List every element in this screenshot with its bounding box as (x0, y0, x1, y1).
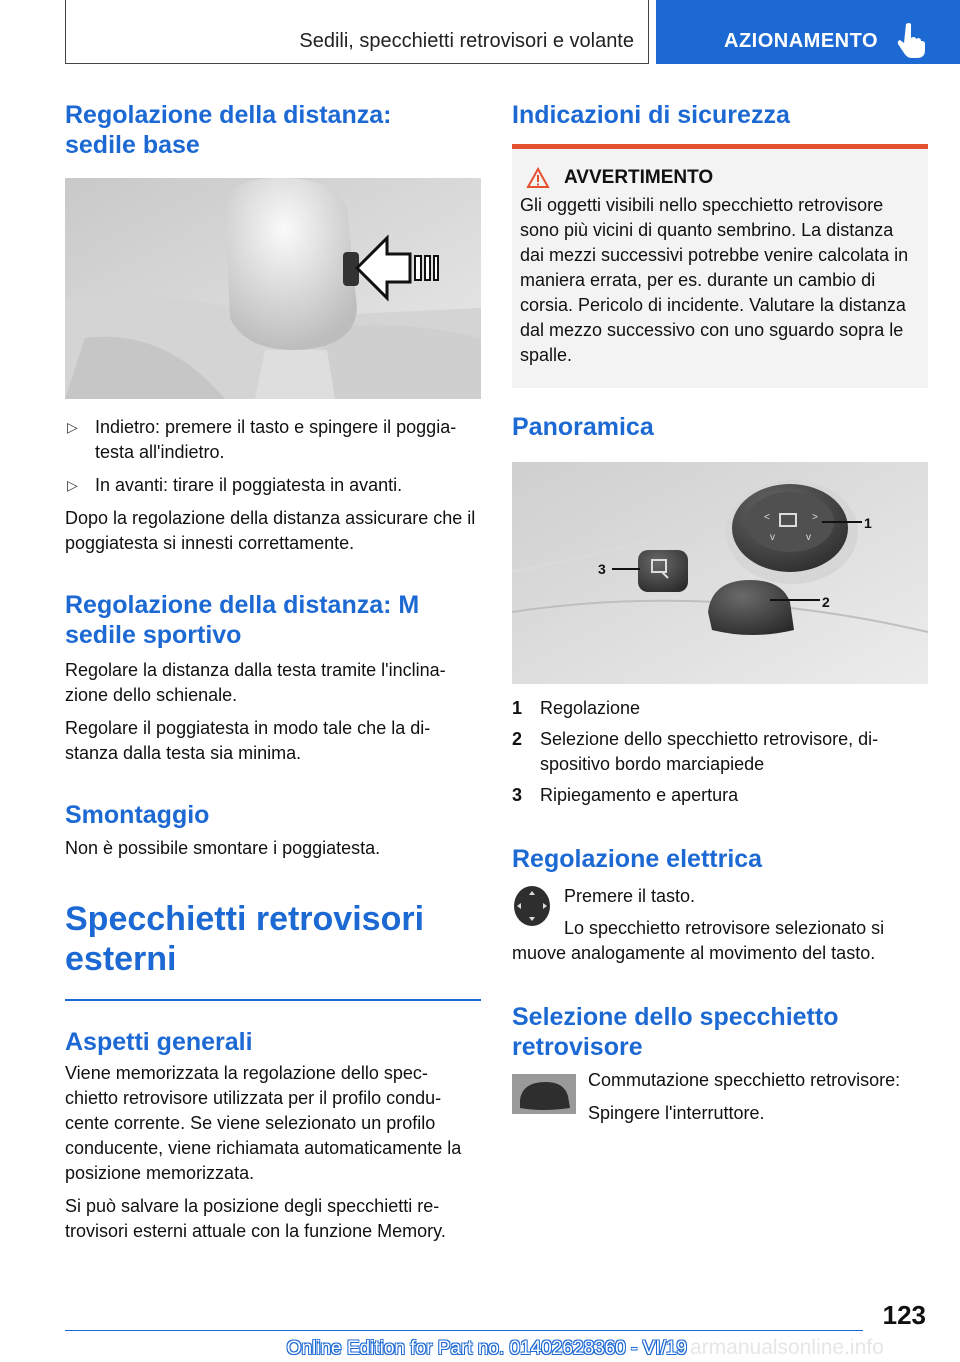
svg-text:<: < (764, 512, 770, 523)
list-item (65, 473, 481, 498)
right-column (512, 100, 928, 1126)
heading-smontaggio: Smontaggio (65, 801, 210, 829)
callout-1: 1 (864, 515, 872, 531)
header-section-title: Sedili, specchietti retrovisori e volante (299, 30, 634, 52)
heading-panoramica: Panoramica (512, 413, 654, 441)
paragraph: Lo specchietto retrovisore selezionato si muove analogamente al movimento del tasto. (512, 918, 885, 963)
triangle-bullet-icon: ▷ (67, 419, 78, 435)
header-chapter-tab (656, 0, 960, 64)
page-number: 123 (882, 1300, 926, 1330)
paragraph: Viene memorizzata la regolazione dello spec- chietto retrovisore utilizzata per il profilo condu- cente corrente. Se viene selezionato un profilo conducente, viene richiamata automaticamente la posizione memorizzata. (65, 1063, 462, 1183)
bullet-text: Indietro: premere il tasto e spingere il poggia- testa all'indietro. (95, 417, 457, 462)
mirror-controls-image (512, 462, 928, 684)
mirror-adjust-button-icon (512, 884, 564, 928)
legend-text: Ripiegamento e apertura (540, 785, 739, 805)
svg-text:>: > (812, 512, 818, 523)
svg-text:v: v (770, 532, 775, 543)
left-column (65, 100, 481, 1244)
header-chapter-title: AZIONAMENTO (724, 30, 879, 52)
callout-2: 2 (822, 594, 830, 610)
legend-number: 2 (512, 729, 523, 749)
headrest-image (65, 178, 481, 399)
paragraph: Non è possibile smontare i poggiatesta. (65, 838, 381, 858)
legend-text: Regolazione (540, 698, 641, 718)
callout-3: 3 (598, 561, 606, 577)
watermark: armanualsonline.info (690, 1336, 884, 1359)
hand-pointer-icon (896, 22, 926, 58)
paragraph: Commutazione specchietto retrovisore: (588, 1070, 901, 1090)
mirror-selector-switch-icon (512, 1074, 576, 1114)
paragraph: Spingere l'interruttore. (588, 1103, 765, 1123)
list-item (65, 415, 481, 465)
legend-number: 3 (512, 785, 523, 805)
edition-note: Online Edition for Part no. 01402628360 - VI/19 (286, 1338, 687, 1359)
paragraph: Si può salvare la posizione degli specchietti re- trovisori esterni attuale con la funzione Memory. (65, 1196, 446, 1241)
triangle-bullet-icon: ▷ (67, 477, 78, 493)
heading-sicurezza: Indicazioni di sicurezza (512, 101, 790, 129)
warning-title: AVVERTIMENTO (564, 167, 714, 188)
legend-item (512, 727, 928, 777)
heading-selezione: Selezione dello specchietto retrovisore (512, 1003, 839, 1061)
paragraph: Regolare la distanza dalla testa tramite l'inclina- zione dello schienale. (65, 660, 446, 705)
heading-distance-base: Regolazione della distanza: sedile base (65, 101, 392, 159)
section-divider (65, 999, 481, 1001)
paragraph: Dopo la regolazione della distanza assicurare che il poggiatesta si innesti correttamente. (65, 508, 476, 553)
warning-text: Gli oggetti visibili nello specchietto retrovisore sono più vicini di quanto sembrino. La distanza dai mezzi successivi potrebbe venire calcolata in maniera errata, per es. durante un cambio di corsia. Pericolo di incidente. Valutare la distanza dal mezzo successivo con uno sguardo sopra le spalle. (520, 195, 909, 365)
heading-distance-m: Regolazione della distanza: M sedile sportivo (65, 591, 420, 649)
heading-specchietti: Specchietti retrovisori esterni (65, 900, 425, 978)
legend-item (512, 696, 928, 721)
header-section-box (65, 0, 649, 64)
legend-text: Selezione dello specchietto retrovisore, di- spositivo bordo marciapiede (540, 729, 879, 774)
svg-text:v: v (806, 532, 811, 543)
bullet-text: In avanti: tirare il poggiatesta in avanti. (95, 475, 403, 495)
legend-number: 1 (512, 698, 523, 718)
paragraph: Regolare il poggiatesta in modo tale che la di- stanza dalla testa sia minima. (65, 718, 431, 763)
legend-item (512, 783, 928, 808)
heading-aspetti: Aspetti generali (65, 1028, 253, 1056)
warning-triangle-icon (526, 167, 550, 189)
footer-divider (65, 1330, 863, 1331)
warning-box (512, 144, 928, 388)
paragraph: Premere il tasto. (564, 886, 696, 906)
heading-elettrica: Regolazione elettrica (512, 845, 763, 873)
